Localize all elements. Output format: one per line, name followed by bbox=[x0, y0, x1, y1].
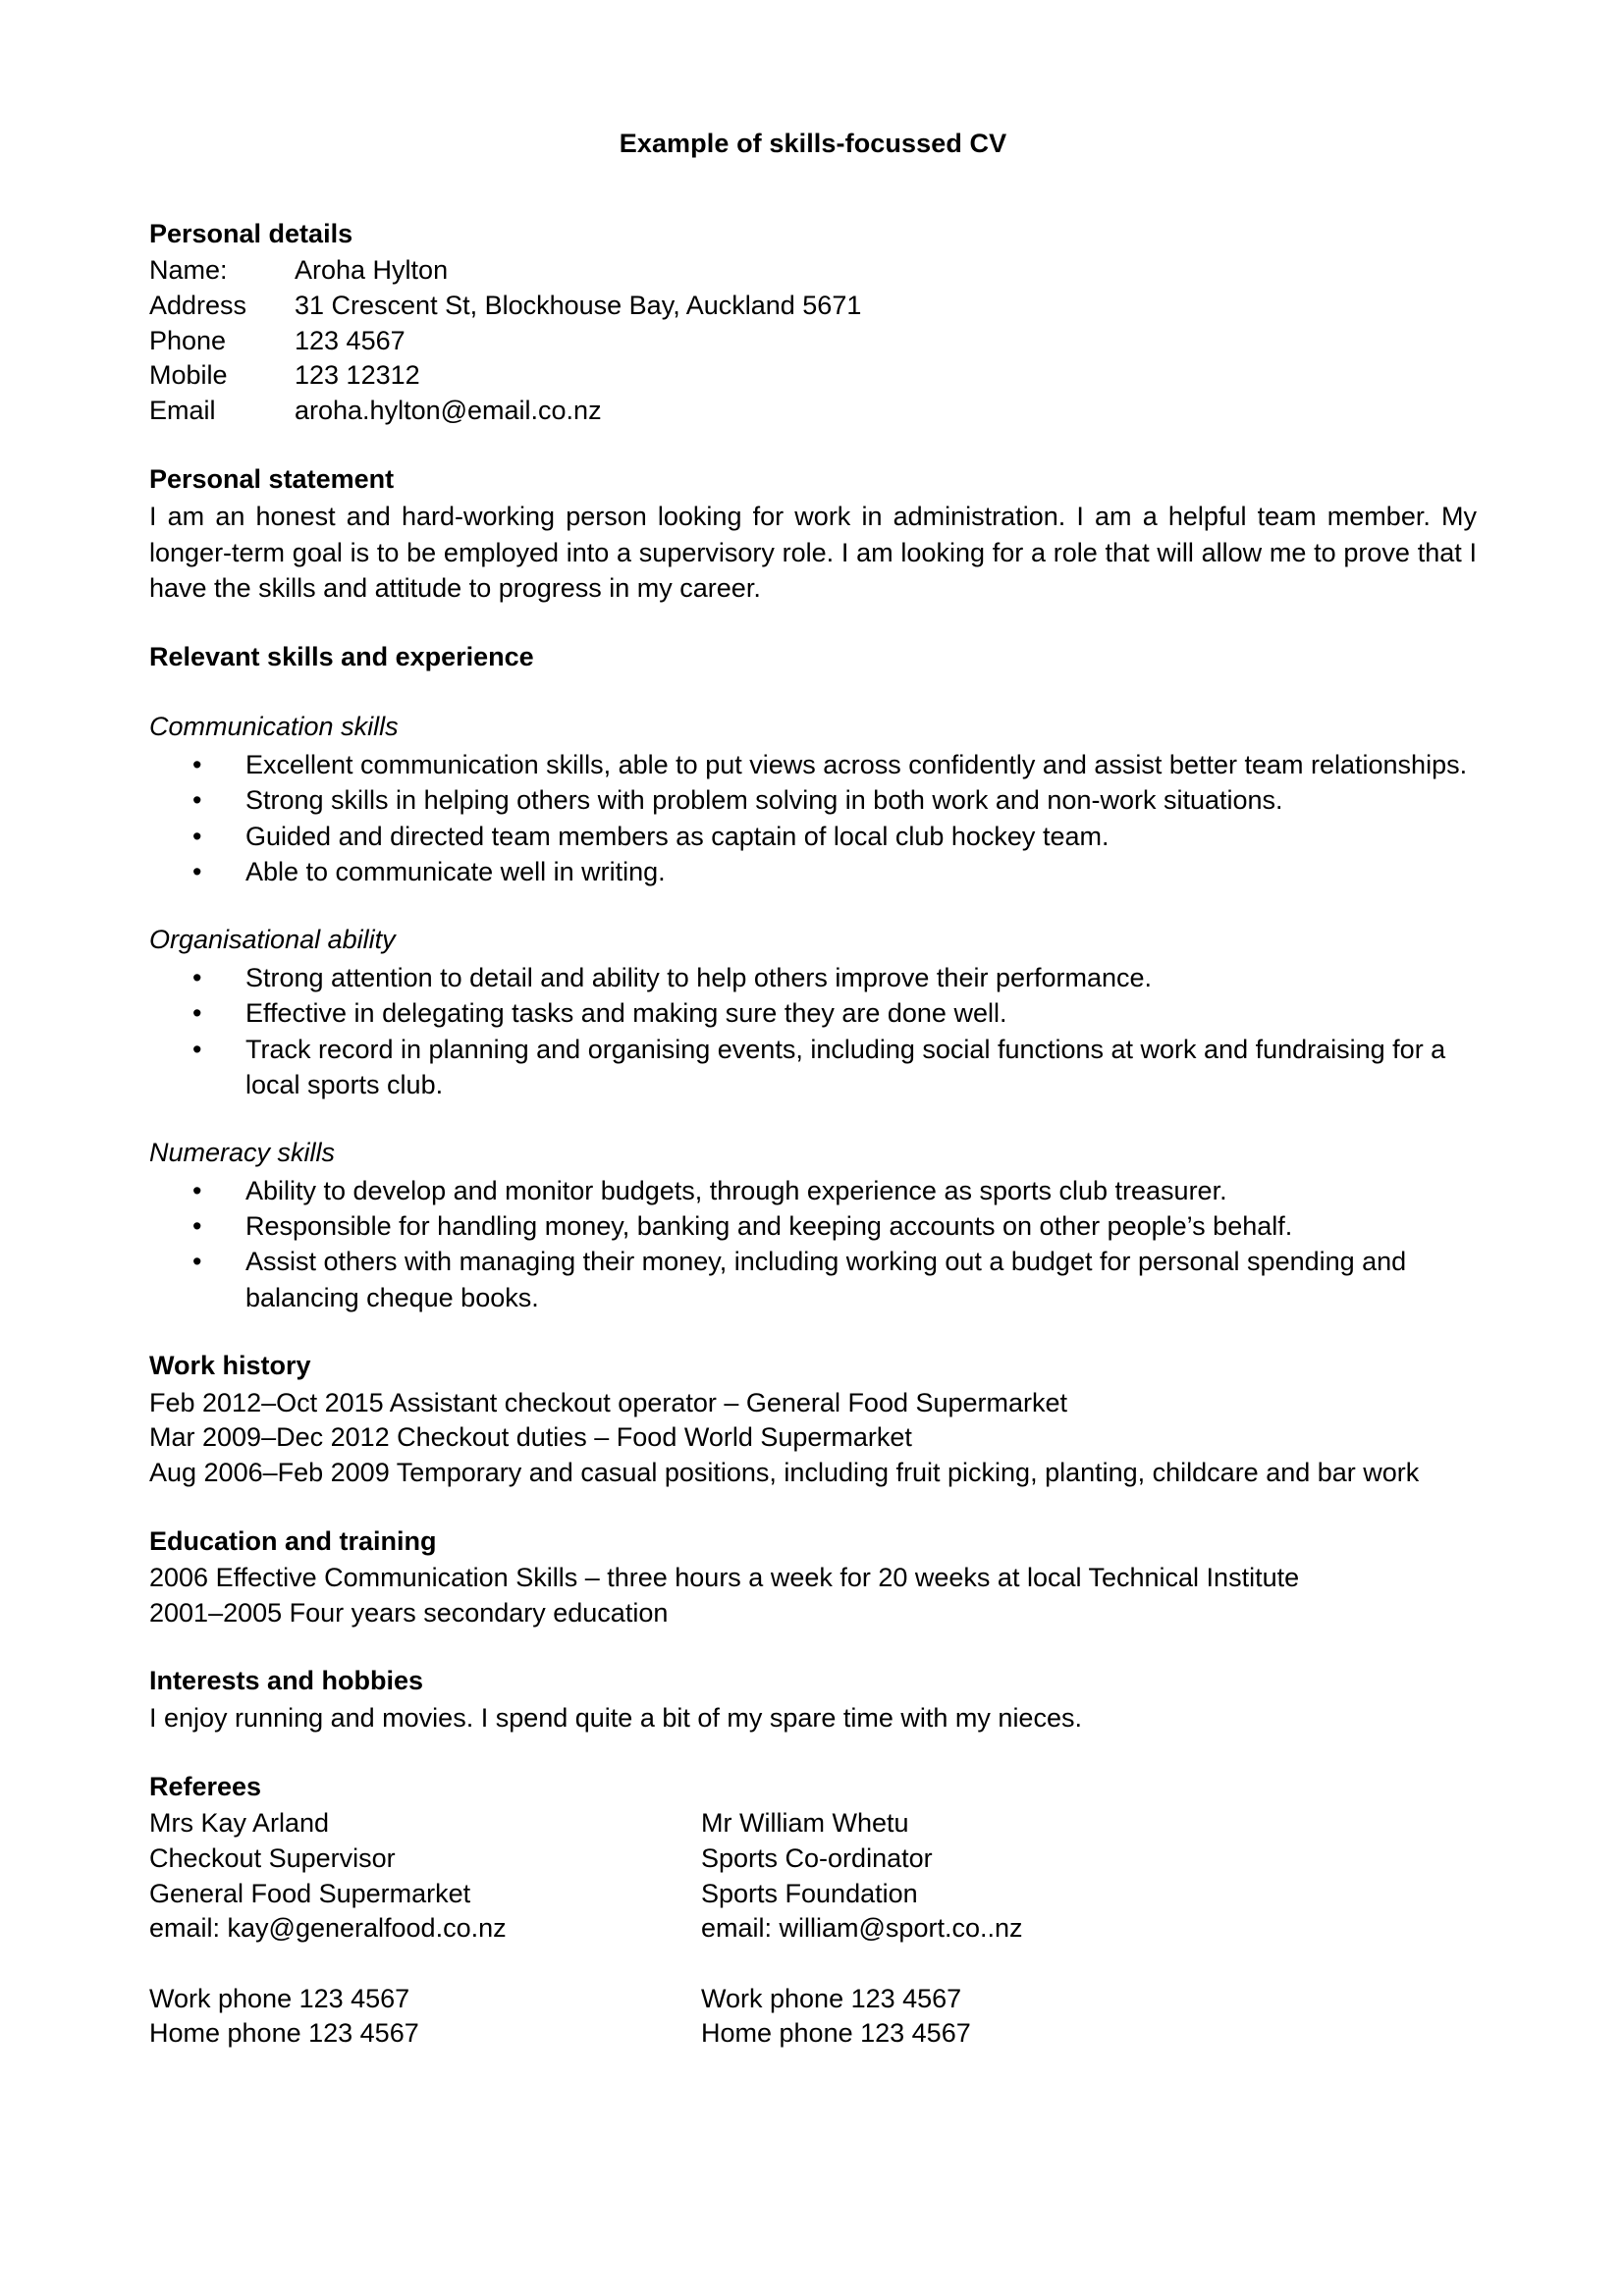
referee-left-role: Checkout Supervisor bbox=[149, 1842, 396, 1873]
spacer bbox=[149, 1491, 1477, 1524]
list-item-text: Strong attention to detail and ability to help others improve their performance. bbox=[245, 962, 1153, 992]
bullet-icon: • bbox=[192, 1034, 202, 1064]
table-row bbox=[149, 253, 861, 289]
spacer bbox=[149, 676, 1477, 710]
table-row bbox=[149, 394, 861, 429]
work-history-entry: Feb 2012–Oct 2015 Assistant checkout operator – General Food Supermarket bbox=[149, 1387, 1068, 1417]
spacer bbox=[149, 607, 1477, 640]
page-title: Example of skills-focussed CV bbox=[619, 129, 1007, 158]
list-item-text: Effective in delegating tasks and making sure they are done well. bbox=[245, 998, 1007, 1029]
bullet-list-organisational-ability bbox=[149, 960, 1477, 1102]
referee-right-email: email: william@sport.co..nz bbox=[701, 1913, 1023, 1944]
referee-right-work-phone: Work phone 123 4567 bbox=[701, 1983, 962, 2013]
table-row bbox=[149, 1842, 1477, 1877]
list-item bbox=[149, 747, 1477, 782]
spacer bbox=[149, 1315, 1477, 1349]
list-item-text: Ability to develop and monitor budgets, through experience as sports club treasurer. bbox=[245, 1175, 1227, 1205]
list-item bbox=[149, 1032, 1477, 1103]
section-heading-referees: Referees bbox=[149, 1771, 262, 1801]
subheading-communication-skills: Communication skills bbox=[149, 712, 399, 742]
bullet-icon: • bbox=[192, 1247, 202, 1277]
detail-value-name: Aroha Hylton bbox=[295, 255, 449, 286]
table-row bbox=[149, 1982, 1477, 2017]
table-row bbox=[149, 289, 861, 324]
education-entry: 2006 Effective Communication Skills – three hours a week for 20 weeks at local Technical Institute bbox=[149, 1563, 1300, 1593]
bullet-icon: • bbox=[192, 962, 202, 992]
referees-table bbox=[149, 1806, 1477, 2052]
referee-right-name: Mr William Whetu bbox=[701, 1808, 909, 1839]
list-item-text: Strong skills in helping others with problem solving in both work and non-work situations. bbox=[245, 785, 1283, 816]
table-row bbox=[149, 1806, 1477, 1842]
list-item bbox=[149, 1208, 1477, 1244]
bullet-icon: • bbox=[192, 857, 202, 887]
bullet-icon: • bbox=[192, 1175, 202, 1205]
spacer bbox=[149, 1947, 701, 1982]
table-row bbox=[149, 1911, 1477, 1947]
interests-text: I enjoy running and movies. I spend quite a bit of my spare time with my nieces. bbox=[149, 1703, 1082, 1734]
list-item bbox=[149, 1173, 1477, 1208]
table-row bbox=[149, 324, 861, 359]
referee-left-email: email: kay@generalfood.co.nz bbox=[149, 1913, 507, 1944]
spacer bbox=[149, 889, 1477, 923]
section-heading-education: Education and training bbox=[149, 1525, 437, 1556]
detail-label-name: Name: bbox=[149, 255, 228, 286]
section-heading-relevant-skills: Relevant skills and experience bbox=[149, 641, 534, 671]
spacer bbox=[701, 1947, 1477, 1982]
section-heading-work-history: Work history bbox=[149, 1351, 311, 1381]
list-item bbox=[149, 960, 1477, 995]
list-item-text: Excellent communication skills, able to put views across confidently and assist better team relationships. bbox=[245, 750, 1468, 780]
referee-left-name: Mrs Kay Arland bbox=[149, 1808, 330, 1839]
work-history-entry: Mar 2009–Dec 2012 Checkout duties – Food World Supermarket bbox=[149, 1422, 912, 1453]
personal-statement-text: I am an honest and hard-working person looking for work in administration. I am a helpful team member. My longer-term goal is to be employed into a supervisory role. I am looking for a role that will allow me to prove that I have the skills and attitude to progress in my career. bbox=[149, 502, 1477, 604]
subheading-numeracy-skills: Numeracy skills bbox=[149, 1138, 336, 1168]
list-item bbox=[149, 1244, 1477, 1315]
list-item-text: Responsible for handling money, banking and keeping accounts on other people’s behalf. bbox=[245, 1211, 1293, 1242]
bullet-icon: • bbox=[192, 750, 202, 780]
referee-left-work-phone: Work phone 123 4567 bbox=[149, 1983, 410, 2013]
referee-right-organisation: Sports Foundation bbox=[701, 1878, 918, 1908]
document-content bbox=[149, 128, 1477, 2052]
list-item bbox=[149, 854, 1477, 889]
bullet-icon: • bbox=[192, 998, 202, 1029]
bullet-icon: • bbox=[192, 1211, 202, 1242]
detail-label-phone: Phone bbox=[149, 325, 227, 355]
detail-value-address: 31 Crescent St, Blockhouse Bay, Auckland 5671 bbox=[295, 291, 862, 320]
bullet-icon: • bbox=[192, 785, 202, 816]
table-row-spacer bbox=[149, 1947, 1477, 1982]
spacer bbox=[149, 1102, 1477, 1136]
section-heading-personal-statement: Personal statement bbox=[149, 463, 395, 494]
list-item bbox=[149, 995, 1477, 1031]
list-item-text: Track record in planning and organising events, including social functions at work and fundraising for a local sports club. bbox=[245, 1034, 1446, 1099]
detail-label-mobile: Mobile bbox=[149, 360, 228, 391]
education-entry: 2001–2005 Four years secondary education bbox=[149, 1597, 669, 1628]
detail-value-mobile: 123 12312 bbox=[295, 360, 420, 391]
detail-value-phone: 123 4567 bbox=[295, 325, 406, 355]
personal-details-table bbox=[149, 253, 861, 428]
referee-left-organisation: General Food Supermarket bbox=[149, 1878, 471, 1908]
bullet-list-numeracy-skills bbox=[149, 1173, 1477, 1315]
spacer bbox=[149, 429, 1477, 462]
list-item bbox=[149, 819, 1477, 854]
spacer bbox=[149, 1630, 1477, 1664]
bullet-list-communication-skills bbox=[149, 747, 1477, 889]
list-item bbox=[149, 782, 1477, 818]
list-item-text: Assist others with managing their money, including working out a budget for personal spending and balancing cheque books. bbox=[245, 1247, 1407, 1312]
table-row bbox=[149, 358, 861, 394]
referee-right-role: Sports Co-ordinator bbox=[701, 1842, 933, 1873]
referee-right-home-phone: Home phone 123 4567 bbox=[701, 2018, 971, 2049]
detail-label-address: Address bbox=[149, 291, 247, 320]
spacer bbox=[149, 1736, 1477, 1770]
table-row bbox=[149, 1877, 1477, 1912]
work-history-entry: Aug 2006–Feb 2009 Temporary and casual positions, including fruit picking, planting, childcare and bar work bbox=[149, 1457, 1420, 1487]
referee-left-home-phone: Home phone 123 4567 bbox=[149, 2018, 419, 2049]
section-heading-personal-details: Personal details bbox=[149, 218, 353, 248]
section-heading-interests: Interests and hobbies bbox=[149, 1666, 424, 1696]
table-row bbox=[149, 2016, 1477, 2052]
detail-value-email: aroha.hylton@email.co.nz bbox=[295, 395, 602, 425]
subheading-organisational-ability: Organisational ability bbox=[149, 925, 396, 955]
bullet-icon: • bbox=[192, 821, 202, 851]
list-item-text: Able to communicate well in writing. bbox=[245, 857, 666, 887]
detail-label-email: Email bbox=[149, 395, 216, 425]
list-item-text: Guided and directed team members as captain of local club hockey team. bbox=[245, 821, 1110, 851]
